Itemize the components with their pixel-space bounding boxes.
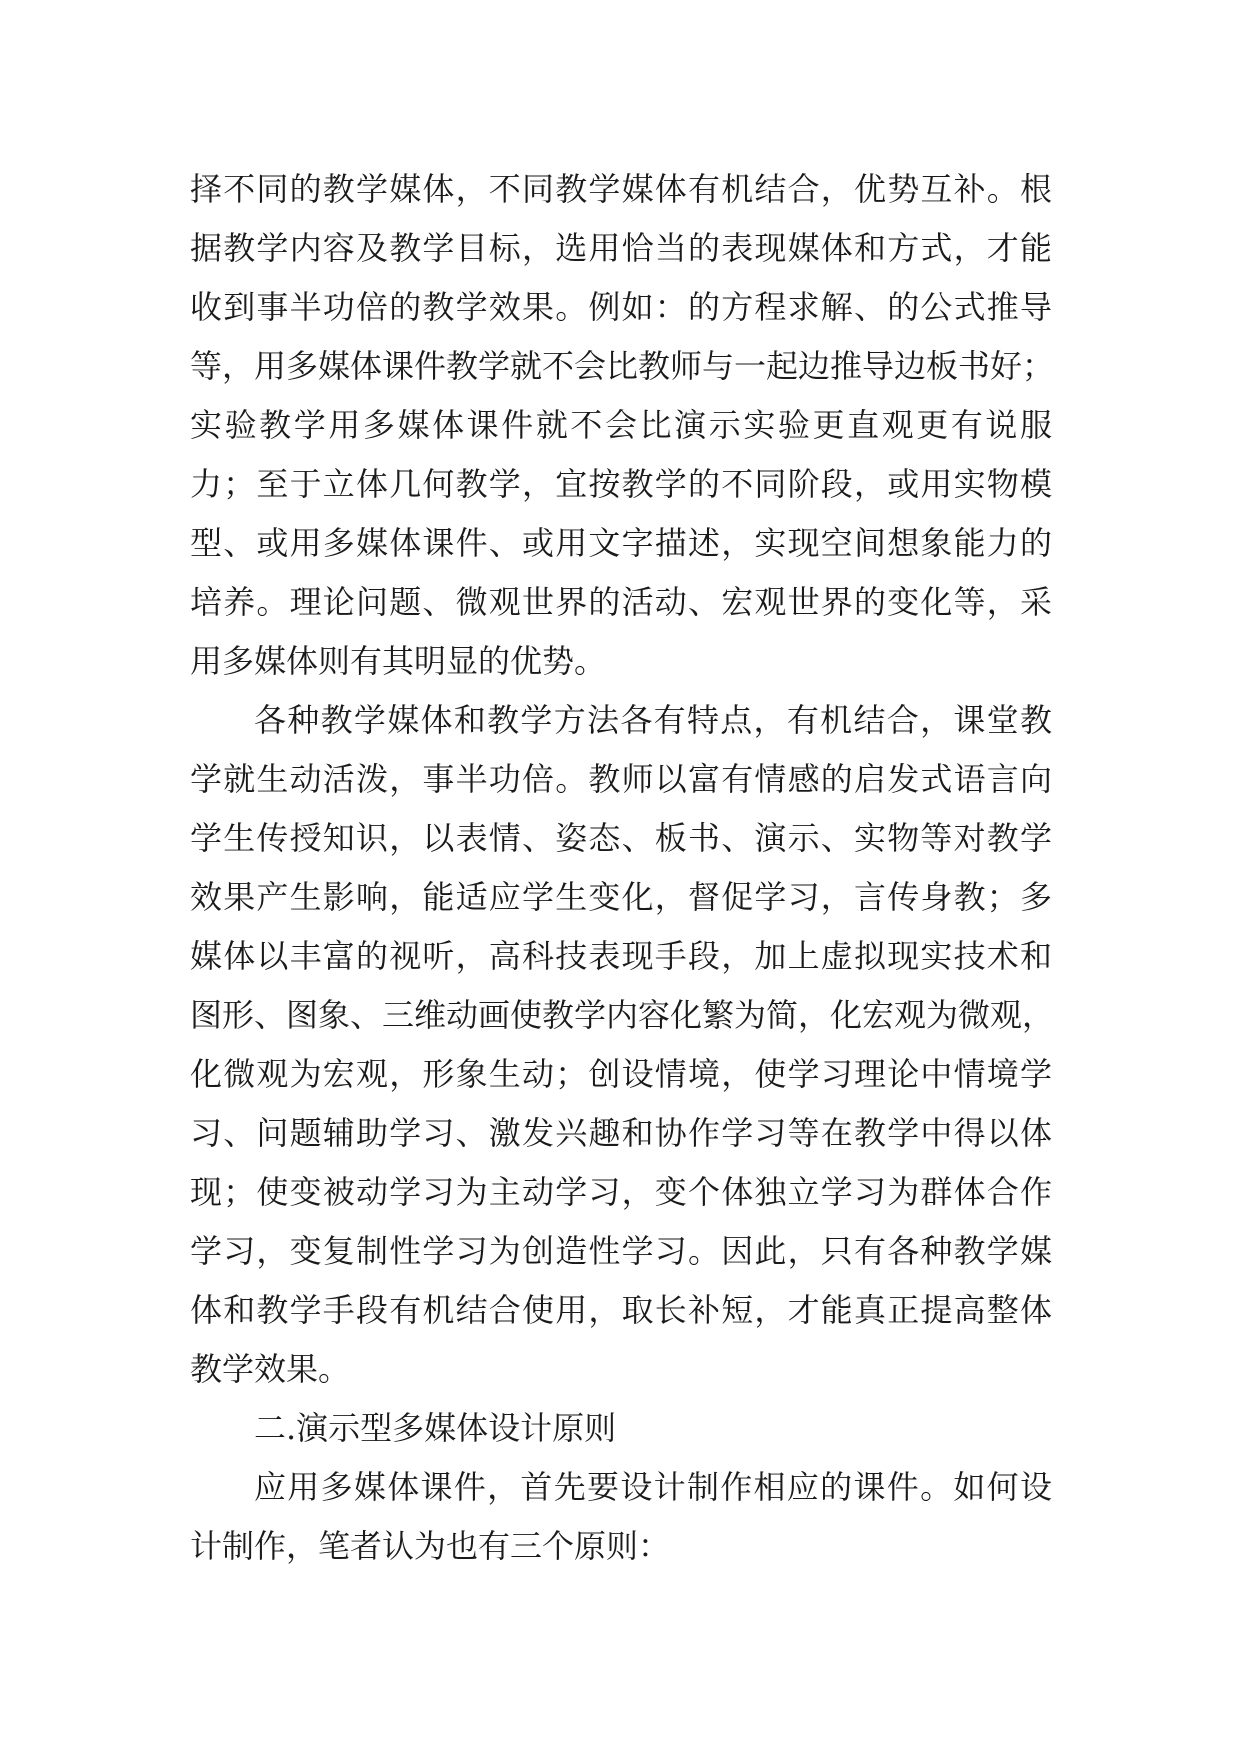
text-line-content: 据教学内容及教学目标，选用恰当的表现媒体和方式，才能 [190,229,1052,267]
text-line [190,986,1055,1045]
text-line-content: 培养。理论问题、微观世界的活动、宏观世界的变化等，采 [190,583,1052,621]
text-line-content: 收到事半功倍的教学效果。例如：的方程求解、的公式推导 [190,288,1052,326]
text-line [190,1222,1052,1281]
text-line [190,455,1052,514]
text-line [190,1045,1052,1104]
text-line-content: 型、或用多媒体课件、或用文字描述，实现空间想象能力的 [190,524,1052,562]
text-line [190,1163,1052,1222]
text-line [190,1458,1052,1517]
text-line [190,1104,1052,1163]
text-line [190,1340,1052,1399]
text-line-content: 化微观为宏观，形象生动；创设情境，使学习理论中情境学 [190,1055,1052,1093]
text-line-content: 择不同的教学媒体，不同教学媒体有机结合，优势互补。根 [190,170,1052,208]
text-line [190,278,1052,337]
text-line [190,573,1052,632]
text-line [190,927,1052,986]
text-line-content: 教学效果。 [190,1350,351,1388]
text-line-content: 媒体以丰富的视听，高科技表现手段，加上虚拟现实技术和 [190,937,1052,975]
text-line [190,1281,1052,1340]
text-line-content: 习、问题辅助学习、激发兴趣和协作学习等在教学中得以体 [190,1114,1052,1152]
text-line [190,868,1052,927]
text-line [190,1399,1052,1458]
text-line-content: 各种教学媒体和教学方法各有特点，有机结合，课堂教 [254,701,1052,739]
text-line-content: 效果产生影响，能适应学生变化，督促学习，言传身教；多 [190,878,1052,916]
text-line [190,337,1055,396]
text-line [190,160,1052,219]
text-line-content: 学习，变复制性学习为创造性学习。因此，只有各种教学媒 [190,1232,1052,1270]
text-line-content: 力；至于立体几何教学，宜按教学的不同阶段，或用实物模 [190,465,1052,503]
text-line-content: 学就生动活泼，事半功倍。教师以富有情感的启发式语言向 [190,760,1052,798]
document-page [190,160,1055,1576]
text-line-content: 用多媒体则有其明显的优势。 [190,642,607,680]
text-line-content: 体和教学手段有机结合使用，取长补短，才能真正提高整体 [190,1291,1052,1329]
text-line-content: 现；使变被动学习为主动学习，变个体独立学习为群体合作 [190,1173,1052,1211]
text-line [190,219,1052,278]
text-line-content: 实验教学用多媒体课件就不会比演示实验更直观更有说服 [190,406,1052,444]
text-line-content: 学生传授知识，以表情、姿态、板书、演示、实物等对教学 [190,819,1052,857]
text-line-content: 计制作，笔者认为也有三个原则： [190,1527,671,1565]
text-line [190,750,1052,809]
text-line [190,1517,1052,1576]
text-line-content: 图形、图象、三维动画使教学内容化繁为简，化宏观为微观， [190,996,1055,1034]
text-line [190,514,1052,573]
text-line-content: 二.演示型多媒体设计原则 [254,1409,617,1447]
text-line [190,396,1052,455]
text-line [190,691,1052,750]
text-line-content: 等，用多媒体课件教学就不会比教师与一起边推导边板书好； [190,347,1055,385]
text-line [190,632,1052,691]
text-line [190,809,1052,868]
text-line-content: 应用多媒体课件，首先要设计制作相应的课件。如何设 [254,1468,1052,1506]
